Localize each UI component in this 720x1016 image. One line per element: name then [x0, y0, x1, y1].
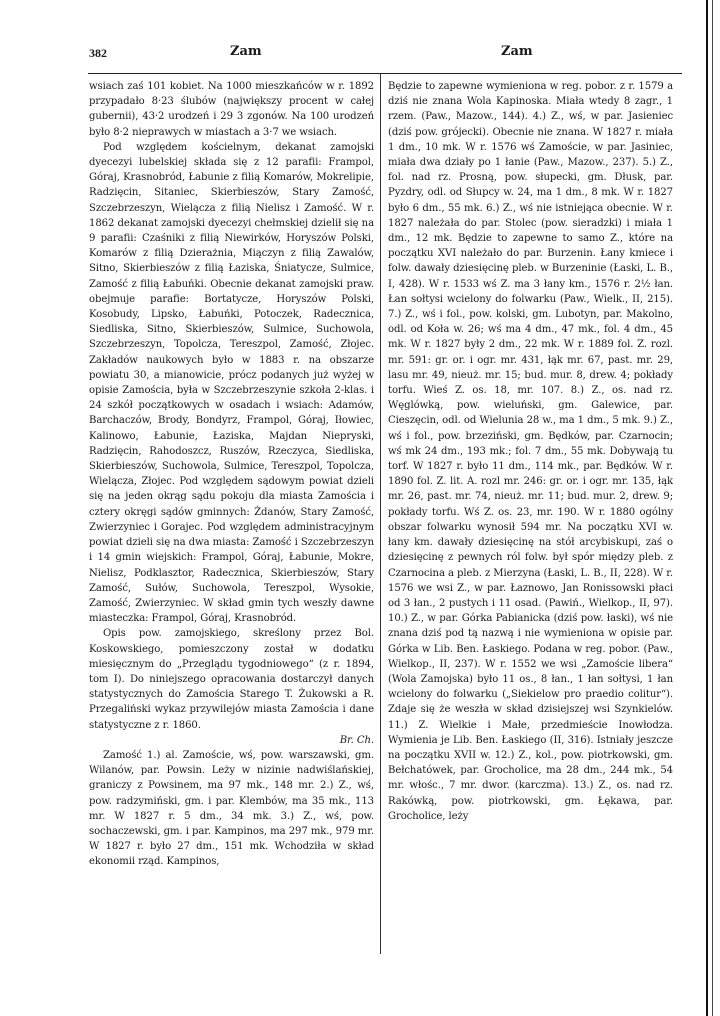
paragraph: wsiach zaś 101 kobiet. Na 1000 mieszkańców w r. 1892 przypadało 8·23 ślubów (największy procent w całej gubernii), 43·2 urodzeń i 29 3 zgonów. Na 100 urodzeń było 8·2 nieprawych w miastach a 3·7 we wsiach.	[89, 81, 374, 138]
paragraph: Zamość 1.) al. Zamoście, wś, pow. warszawski, gm. Wilanów, par. Powsin. Leży w nizinie nadwiślańskiej, graniczy z Powsinem, ma 97 mk., 148 mr. 2.) Z., wś, pow. radzymiński, gm. i par. Klembów, ma 35 mk., 113 mr. W 1827 r. 5 dm., 34 mk. 3.) Z., wś, pow. sochaczewski, gm. i par. Kampinos, ma 297 mk., 979 mr. W 1827 r. było 27 dm., 151 mk. Wchodziła w skład ekonomii rząd. Kampinos,	[89, 749, 374, 868]
right-column	[388, 79, 673, 959]
column-divider	[380, 74, 381, 954]
left-column	[89, 79, 374, 959]
left-running-head: Zam	[230, 44, 262, 59]
paragraph: Opis pow. zamojskiego, skreślony przez Bol. Koskowskiego, pomieszczony został w dodatku miesięcznym do „Przeglądu tygodniowego“ (z r. 1894, tom I). Do niniejszego opracowania dostarczył danych statystycznych do Zamościa Starego T. Żukowski a R. Przegaliński wykaz przywilejów miasta Zamościa i dane statystyczne z r. 1860.	[89, 628, 374, 731]
author-signature: Br. Ch.	[339, 734, 374, 746]
page-edge-line	[706, 0, 708, 1016]
header-rule	[88, 73, 682, 74]
paragraph: Będzie to zapewne wymieniona w reg. pobor. z r. 1579 a dziś nie znana Wola Kapinoska. Miała wtedy 8 zagr., 1 rzem. (Paw., Mazow., 144). 4.) Z., wś, w par. Jasieniec (dziś pow. grójecki). Obecnie nie znana. W 1827 r. miała 1 dm., 10 mk. W r. 1576 wś Zamoście, w par. Jasiniec, miała dwa działy po 1 łanie (Paw., Mazow., 237). 5.) Z., fol. nad rz. Prosną, pow. słupecki, gm. Dłusk, par. Pyzdry, odl. od Słupcy w. 24, ma 1 dm., 8 mk. W r. 1827 było 6 dm., 55 mk. 6.) Z., wś nie istniejąca obecnie. W r. 1827 należała do par. Stolec (pow. sieradzki) i miała 1 dm., 12 mk. Będzie to zapewne to samo Z., które na początku XVI należało do par. Burzenin. Łany kmiece i folw. dawały dziesięcinę pleb. w Burzeninie (Łaski, L. B., I, 428). W r. 1533 wś Z. ma 3 łany km., 1576 r. 2½ łan. Łan sołtysi wcielony do folwarku (Paw., Wielk., II, 215). 7.) Z., wś i fol., pow. kolski, gm. Lubotyn, par. Makolno, odl. od Koła w. 26; wś ma 4 dm., 47 mk., fol. 4 dm., 45 mk. W r. 1827 były 2 dm., 22 mk. W r. 1889 fol. Z. rozl. mr. 591: gr. or. i ogr. mr. 431, łąk mr. 67, past. mr. 29, lasu mr. 49, nieuż. mr. 15; bud. mur. 8, drew. 4; pokłady torfu. Wieś Z. os. 18, mr. 107. 8.) Z., os. nad rz. Węglówką, pow. wieluński, gm. Galewice, par. Cieszęcin, odl. od Wielunia 28 w., ma 1 dm., 5 mk. 9.) Z., wś i fol., pow. brzeziński, gm. Będków, par. Czarnocin; wś mk 24 dm., 193 mk.; fol. 7 dm., 55 mk. Dobywają tu torf. W 1827 r. było 11 dm., 114 mk., par. Będków. W r. 1890 fol. Z. lit. A. rozl mr. 246: gr. or. i ogr. mr. 135, łąk mr. 26, past. mr. 74, nieuż. mr. 11; bud. mur. 2, drew. 9; pokłady torfu. Wś Z. os. 23, mr. 190. W r. 1880 ogólny obszar folwarku wynosił 594 mr. Na początku XVI w. łany km. dawały dziesięcinę na stół arcybiskupi, zaś o dziesięcinę z pewnych ról folw. był spór między pleb. z Czarnocina a pleb. z Mierzyna (Łaski, L. B., II, 228). W r. 1576 we wsi Z., w par. Łaznowo, Jan Ronissowski płaci od 3 łan., 2 pustych i 11 osad. (Pawiń., Wielkop., II, 97). 10.) Z., w par. Górka Pabianicka (dziś pow. łaski), wś nie znana dziś pod tą nazwą i nie wymieniona w opisie par. Górka w Lib. Ben. Łaskiego. Podana w reg. pobor. (Paw., Wielkop., II, 237). W r. 1552 we wsi „Zamoście libera“ (Wola Zamojska) było 11 os., 8 łan., 1 łan sołtysi, 1 łan wcielony do folwarku („Siekielow pro praedio colitur“). Zdaje się że weszła w skład dzisiejszej wsi Szynkielów. 11.) Z. Wielkie i Małe, przedmieście Inowłodza. Wymienia je Lib. Ben. Łaskiego (II, 316). Istniały jeszcze na początku XVII w. 12.) Z., kol., pow. piotrkowski, gm. Bełchatówek, par. Grocholice, ma 28 dm., 244 mk., 54 mr. włośc., 7 mr. dwor. (karczma). 13.) Z., os. nad rz. Rakówką, pow. piotrkowski, gm. Łękawa, par. Grocholice, leży	[388, 81, 673, 822]
right-running-head: Zam	[501, 44, 533, 59]
page-number: 382	[89, 46, 107, 60]
page-edge-line-thin	[712, 0, 713, 1016]
paragraph: Pod względem kościelnym, dekanat zamojski dyecezyi lubelskiej składa się z 12 parafii: Frampol, Góraj, Krasnobród, Łabunie z filią Komarów, Mokrelipie, Radzięcin, Sitaniec, Skierbieszów, Stary Zamość, Szczebrzeszyn, Wielącza z filią Nielisz i Zamość. W r. 1862 dekanat zamojski dyecezyi chełmskiej dzielił się na 9 parafii: Czaśniki z filią Niewirków, Horyszów Polski, Komarów z filią Dzierażnia, Miączyn z filią Zawalów, Sitno, Skierbieszów z filią Łaziska, Śniatycze, Sulmice, Zamość z filią Łabuńki. Obecnie dekanat zamojski praw. obejmuje parafie: Bortatycze, Horyszów Polski, Kosobudy, Lipsko, Łabuńki, Potoczek, Radecznica, Siedliska, Sitno, Skierbieszów, Sulmice, Suchowola, Szczebrzeszyn, Topolcza, Tereszpol, Zamość, Złojec. Zakładów naukowych było w 1883 r. na obszarze powiatu 30, a mianowicie, prócz podanych już wyżej w opisie Zamościa, była w Szczebrzeszynie szkoła 2-klas. i 24 szkół początkowych w osadach i wsiach: Adamów, Barchaczów, Brody, Bondyrz, Frampol, Góraj, Iłowiec, Kalinowo, Łabunie, Łaziska, Majdan Niepryski, Radzięcin, Rahodoszcz, Ruszów, Rzeczyca, Siedliska, Skierbieszów, Suchowola, Sulmice, Tereszpol, Topolcza, Wielącza, Złojec. Pod względem sądowym powiat dzieli się na jeden okrąg sądu pokoju dla miasta Zamościa i cztery okręgi sądów gminnych: Żdanów, Stary Zamość, Zwierzyniec i Gorajec. Pod względem administracyjnym powiat dzieli się na dwa miasta: Zamość i Szczebrzeszyn i 14 gmin wiejskich: Frampol, Góraj, Łabunie, Mokre, Nielisz, Podklasztor, Radecznica, Skierbieszów, Stary Zamość, Sułów, Suchowola, Tereszpol, Wysokie, Zamość, Zwierzyniec. W skład gmin tych weszły dawne miasteczka: Frampol, Góraj, Krasnobród.	[89, 141, 374, 625]
